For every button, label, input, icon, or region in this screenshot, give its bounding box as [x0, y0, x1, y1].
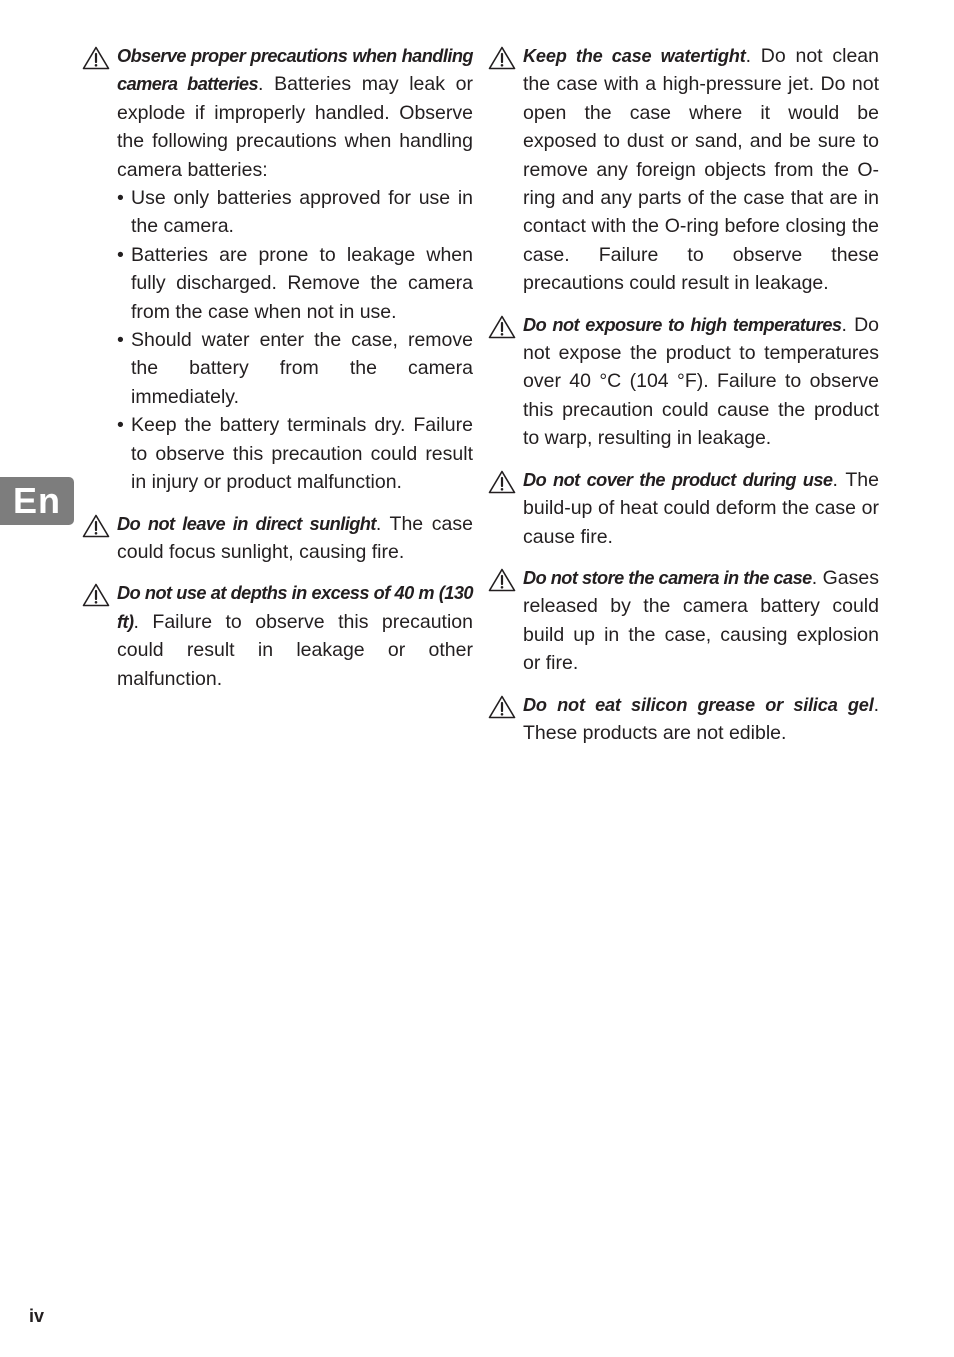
- caution-depth: [117, 579, 473, 693]
- caution-high-temperatures: [523, 311, 879, 453]
- caution-body: . These products are not edible.: [523, 693, 879, 744]
- caution-text: [117, 510, 473, 567]
- caution-text: [117, 579, 473, 693]
- caution-sunlight: [117, 510, 473, 567]
- caution-storage: [523, 564, 879, 678]
- caution-heading: Do not cover the product during use: [523, 469, 833, 490]
- caution-body: . The build-up of heat could deform the case or cause fire.: [523, 468, 879, 548]
- caution-silica-gel: [523, 691, 879, 748]
- caution-heading: Do not store the camera in the case: [523, 567, 812, 588]
- caution-heading: Do not use at depths in excess of 40 m (130 ft): [117, 583, 473, 632]
- battery-precautions-list: [117, 184, 473, 496]
- caution-body: . Failure to observe this precaution could result in leakage or other malfunction.: [117, 610, 473, 690]
- caution-heading: Keep the case watertight: [523, 46, 746, 66]
- caution-cover: [523, 466, 879, 551]
- caution-body: . The case could focus sunlight, causing fire.: [117, 512, 473, 563]
- language-tab: En: [0, 477, 74, 525]
- warning-triangle-icon: [82, 583, 110, 607]
- caution-batteries: [117, 42, 473, 497]
- left-column: [117, 42, 473, 706]
- caution-heading: Do not exposure to high temperatures: [523, 314, 842, 335]
- warning-triangle-icon: [488, 470, 516, 494]
- warning-triangle-icon: [488, 46, 516, 70]
- caution-heading: Do not eat silicon grease or silica gel: [523, 694, 874, 715]
- caution-watertight: [523, 42, 879, 298]
- caution-text: [523, 564, 879, 678]
- caution-text: [523, 466, 879, 551]
- warning-triangle-icon: [82, 514, 110, 538]
- caution-body: . Batteries may leak or explode if improperly handled. Observe the following precautions when handling camera batteries:: [117, 73, 473, 181]
- caution-body: . Do not expose the product to temperatures over 40 °C (104 °F). Failure to observe this precaution could cause the product to warp, resulting in leakage.: [523, 313, 879, 450]
- list-item: • Should water enter the case, remove the battery from the camera immediately.: [117, 329, 473, 408]
- caution-body: . Do not clean the case with a high-pressure jet. Do not open the case where it would be exposed to dust or sand, and be sure to remove any foreign objects from the O-ring and any parts of the case that are in contact with the O-ring before closing the case. Failure to observe these precautions could result in leakage.: [523, 45, 879, 295]
- list-item: • Keep the battery terminals dry. Failure to observe this precaution could result in injury or product malfunction.: [117, 414, 473, 494]
- list-item: • Batteries are prone to leakage when fully discharged. Remove the camera from the case when not in use.: [117, 243, 473, 323]
- right-column: [523, 42, 879, 760]
- caution-heading: Do not leave in direct sunlight: [117, 513, 376, 534]
- caution-text: [523, 691, 879, 748]
- warning-triangle-icon: [488, 695, 516, 719]
- caution-text: [523, 311, 879, 453]
- caution-heading: Observe proper precautions when handling camera batteries: [117, 46, 473, 95]
- warning-triangle-icon: [82, 46, 110, 70]
- caution-body: . Gases released by the camera battery could build up in the case, causing explosion or fire.: [523, 566, 879, 675]
- page-number: iv: [29, 1306, 45, 1326]
- warning-triangle-icon: [488, 568, 516, 592]
- warning-triangle-icon: [488, 315, 516, 339]
- caution-text: [117, 42, 473, 184]
- caution-text: [523, 42, 879, 298]
- list-item: • Use only batteries approved for use in the camera.: [117, 187, 473, 238]
